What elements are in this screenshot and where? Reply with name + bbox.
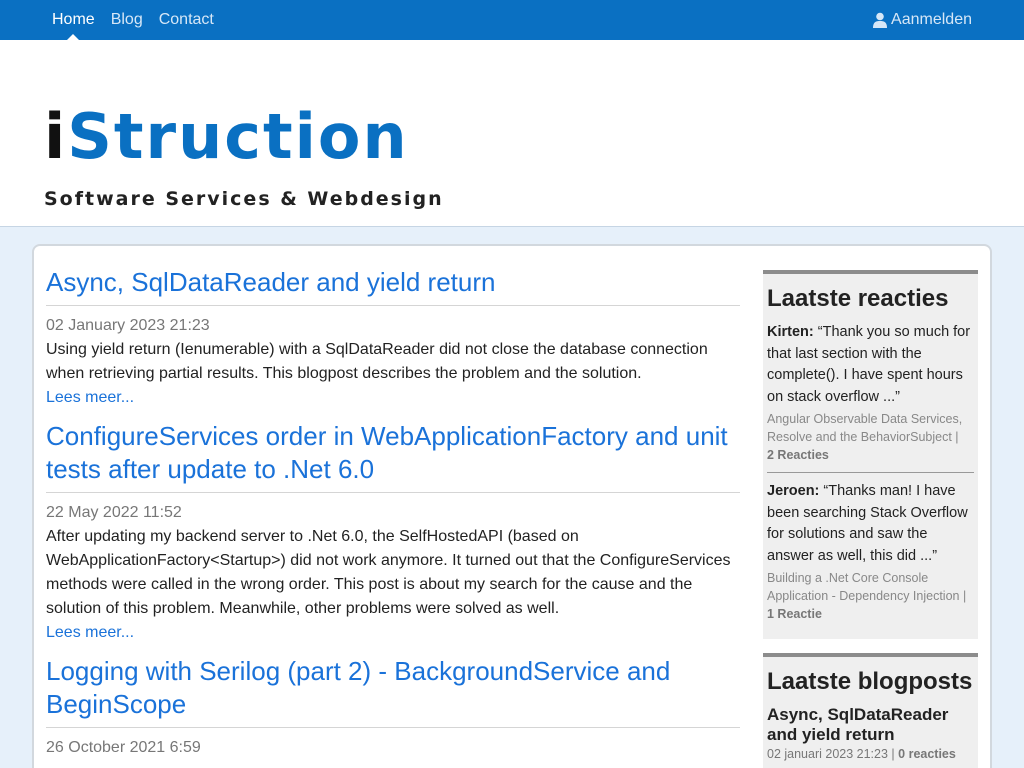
recent-posts-title: Laatste blogposts — [767, 668, 973, 695]
nav-link-blog[interactable] — [103, 0, 151, 40]
sidebar — [763, 270, 978, 768]
nav-links — [44, 0, 222, 40]
recent-post-date: 02 januari 2023 21:23 — [767, 747, 888, 761]
post-title-link[interactable]: Async, SqlDataReader and yield return — [46, 266, 740, 306]
comment-meta — [767, 410, 974, 464]
post-date: 22 May 2022 11:52 — [46, 504, 182, 521]
post-excerpt: Using yield return (Ienumerable) with a SqlDataReader did not close the database connection when retrieving partial results. This blogpost describes the problem and the solution. — [46, 341, 708, 382]
header-banner — [0, 40, 1024, 227]
nav-link-home-label: Home — [52, 11, 95, 28]
post-excerpt: After updating my backend server to .Net 6.0, the SelfHostedAPI (based on WebApplicationFactory<Startup>) did not work anymore. It turned out that the ConfigureServices methods were called in the wrong order. This post is about my search for the cause and the solution of this problem. Meanwhile, other problems were solved as well. — [46, 528, 731, 617]
recent-posts-widget — [763, 653, 978, 768]
login-link[interactable] — [873, 0, 972, 40]
content-panel — [32, 244, 992, 768]
comment-item — [767, 481, 974, 631]
comment-item — [767, 322, 974, 473]
post-list — [46, 266, 740, 768]
comment-body[interactable]: “Thank you so much for that last section with the complete(). I have spent hours on stack overflow ...” — [767, 324, 971, 405]
post-title-link[interactable]: ConfigureServices order in WebApplicationFactory and unit tests after update to .Net 6.0 — [46, 420, 740, 493]
nav-link-home[interactable] — [44, 0, 103, 40]
nav-link-contact[interactable] — [151, 0, 222, 40]
comment-author: Jeroen: — [767, 483, 820, 499]
comment-count[interactable]: 1 Reactie — [767, 607, 822, 621]
recent-comments-title: Laatste reacties — [767, 285, 949, 312]
post-item — [46, 266, 740, 410]
read-more-link[interactable]: Lees meer... — [46, 389, 135, 406]
comment-count[interactable]: 2 Reacties — [767, 448, 829, 462]
nav-link-blog-label: Blog — [110, 11, 143, 28]
top-navbar — [0, 0, 1024, 40]
comment-author: Kirten: — [767, 324, 814, 340]
logo-name: Struction — [67, 100, 409, 173]
read-more-link[interactable]: Lees meer... — [46, 624, 135, 641]
post-date: 02 January 2023 21:23 — [46, 317, 210, 334]
user-icon — [873, 12, 887, 28]
nav-link-contact-label: Contact — [158, 11, 214, 28]
recent-post-item — [767, 705, 974, 761]
recent-post-meta — [767, 747, 974, 761]
site-logo[interactable] — [44, 102, 409, 172]
login-label: Aanmelden — [891, 11, 972, 28]
comment-text — [767, 322, 974, 408]
post-title-link[interactable]: Logging with Serilog (part 2) - BackgroundService and BeginScope — [46, 655, 740, 728]
post-item — [46, 655, 740, 758]
recent-post-comment-count[interactable]: 0 reacties — [898, 747, 956, 761]
post-item — [46, 420, 740, 645]
comment-body[interactable]: “Thanks man! I have been searching Stack Overflow for solutions and saw the answer as well, this did ...” — [767, 483, 968, 564]
comment-meta — [767, 569, 974, 623]
recent-post-separator: | — [891, 747, 895, 761]
site-tagline: Software Services & Webdesign — [44, 188, 444, 210]
recent-comments-widget — [763, 270, 978, 639]
post-date: 26 October 2021 6:59 — [46, 739, 201, 756]
recent-post-title-link[interactable]: Async, SqlDataReader and yield return — [767, 705, 949, 744]
comment-text — [767, 481, 974, 567]
comment-post-link[interactable]: Angular Observable Data Services, Resolve and the BehaviorSubject | — [767, 412, 963, 444]
comment-post-link[interactable]: Building a .Net Core Console Application - Dependency Injection | — [767, 571, 967, 603]
logo-prefix: i — [44, 100, 68, 173]
